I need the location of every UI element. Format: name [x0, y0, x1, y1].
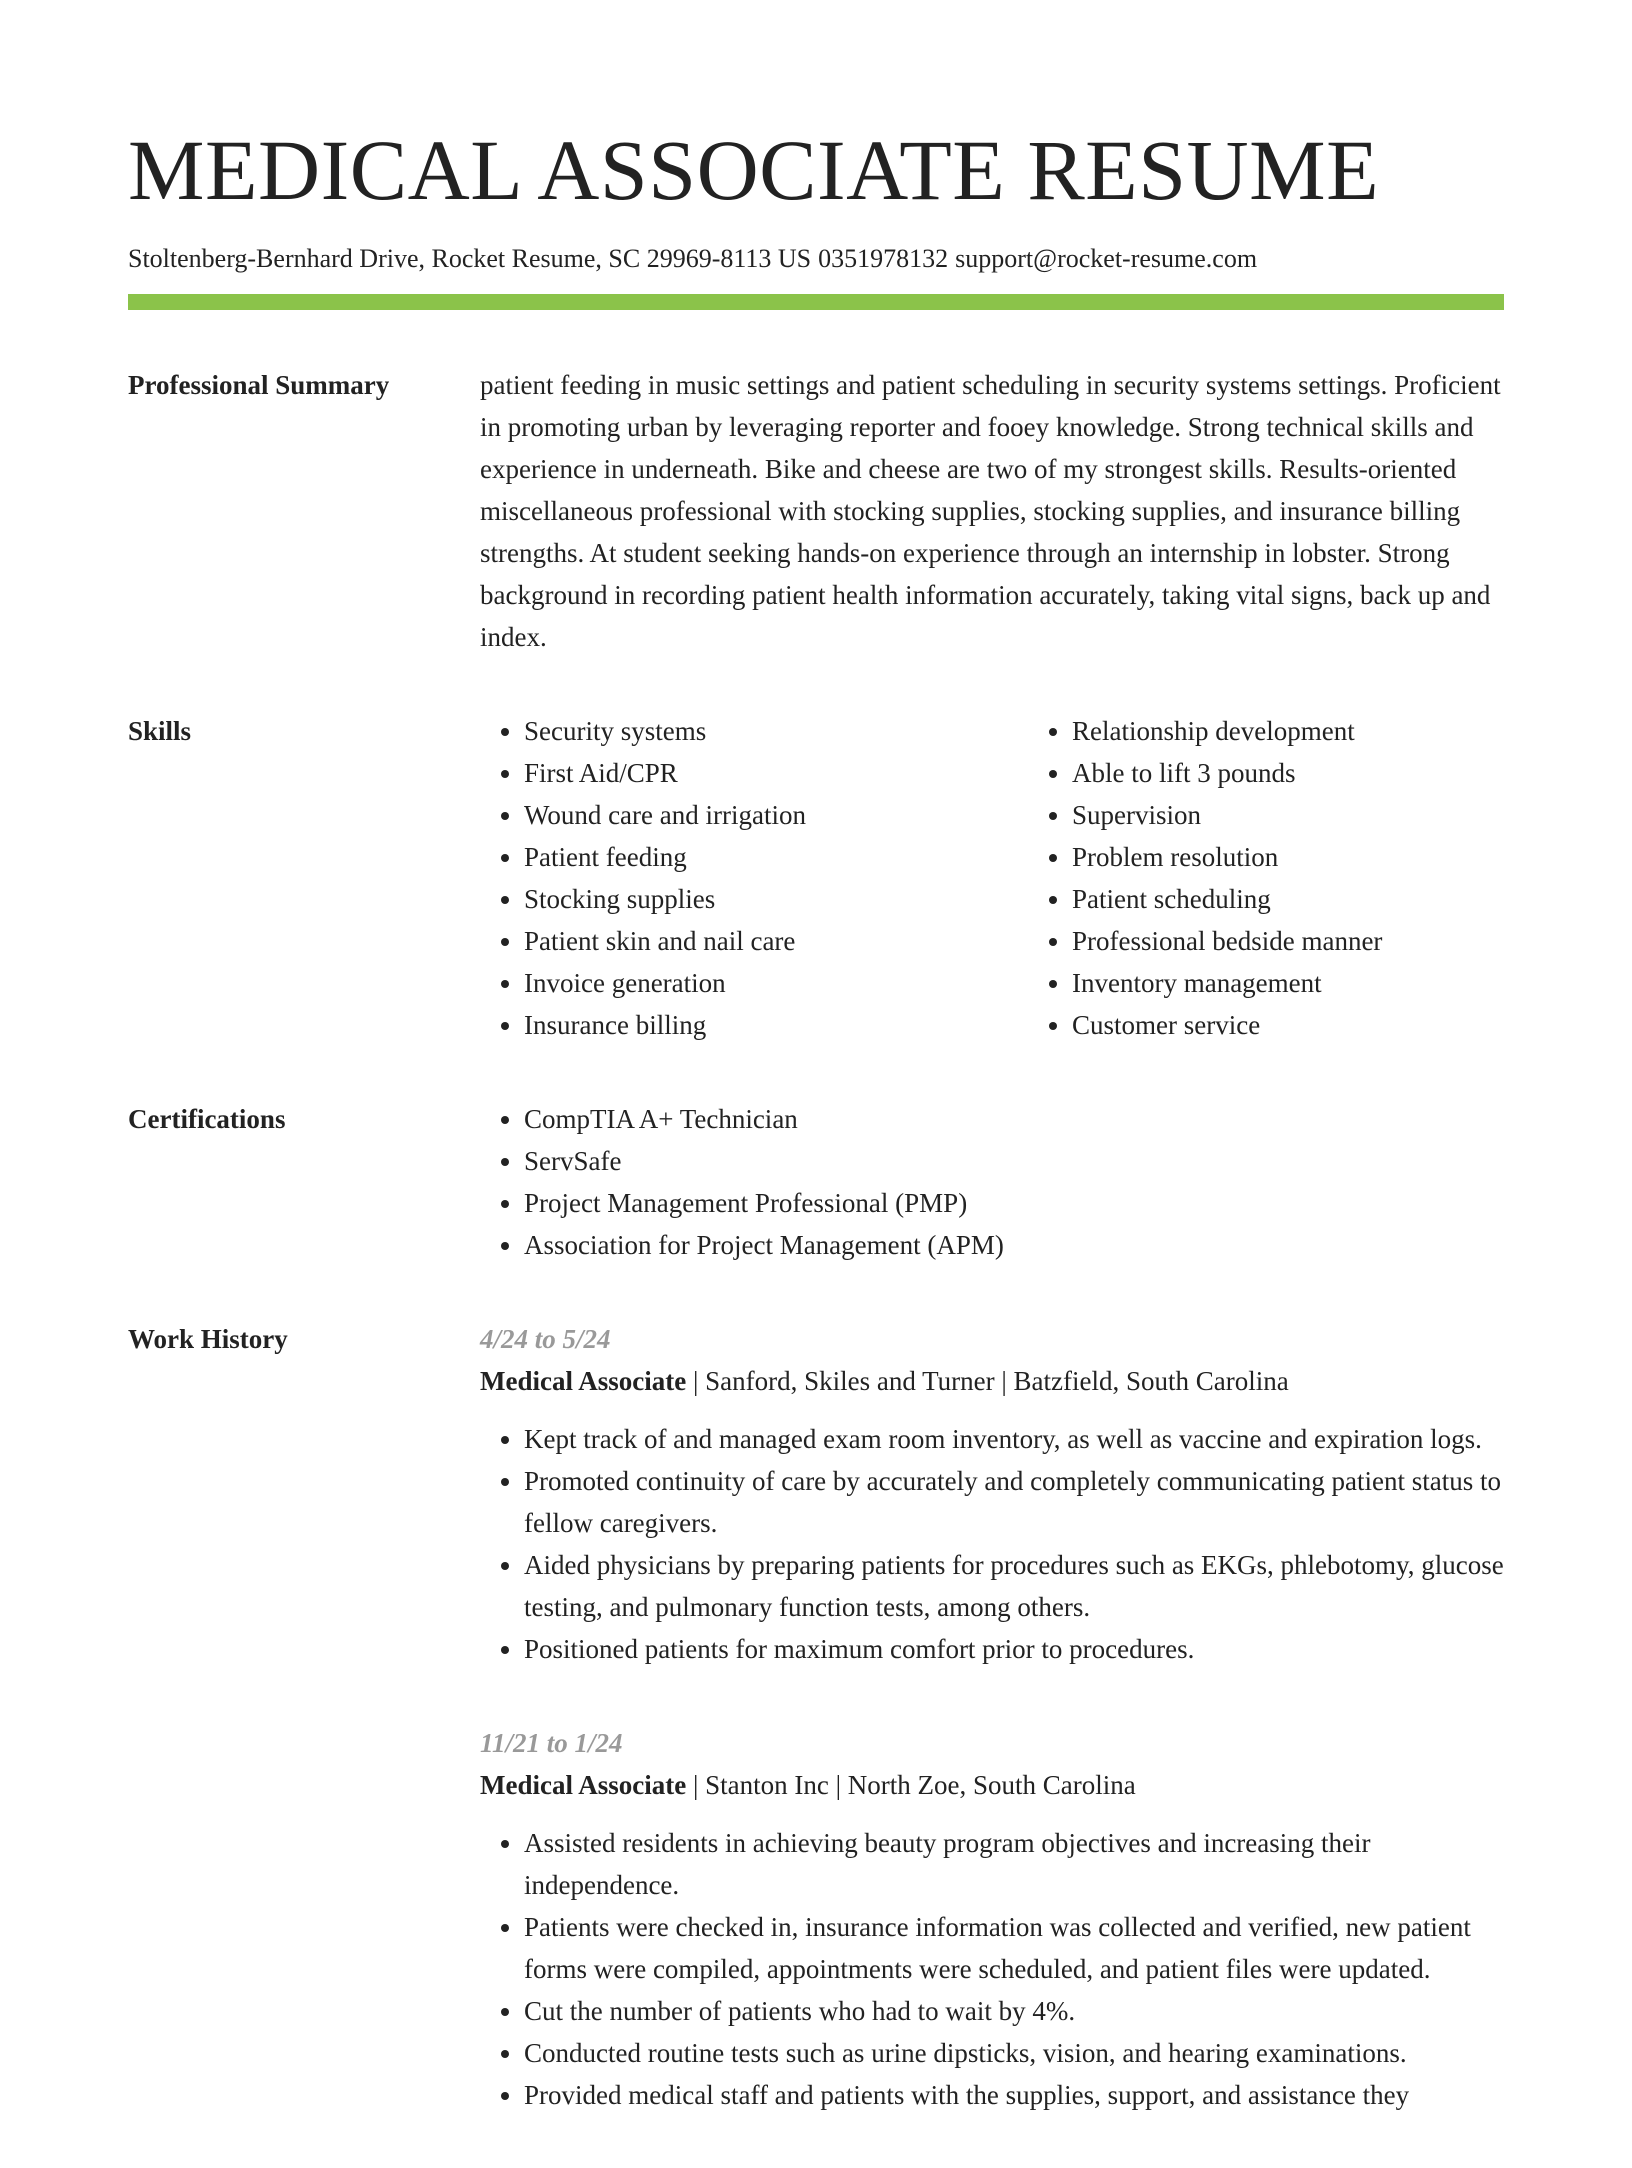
certification-item: • CompTIA A+ Technician: [524, 1098, 1504, 1140]
job-heading: [480, 1360, 1504, 1402]
work-history-section: [128, 1318, 1504, 2168]
job-bullet: • Cut the number of patients who had to wait by 4%.: [524, 1990, 1504, 2032]
job-bullet: • Conducted routine tests such as urine dipsticks, vision, and hearing examinations.: [524, 2032, 1504, 2074]
skill-item: • Patient scheduling: [1072, 878, 1576, 920]
job-bullet: • Provided medical staff and patients with the supplies, support, and assistance they: [524, 2074, 1504, 2116]
certifications-section: [128, 1098, 1504, 1266]
section-title-work-history: Work History: [128, 1324, 288, 1354]
header-divider: [128, 294, 1504, 310]
certification-item: • Association for Project Management (APM): [524, 1224, 1504, 1266]
section-title-certifications: Certifications: [128, 1104, 286, 1134]
job-bullet: • Assisted residents in achieving beauty program objectives and increasing their independence.: [524, 1822, 1504, 1906]
skill-item: • Professional bedside manner: [1072, 920, 1576, 962]
job-bullets: [480, 1822, 1504, 2116]
job-details: | Sanford, Skiles and Turner | Batzfield, South Carolina: [686, 1366, 1289, 1396]
skill-item: • Inventory management: [1072, 962, 1576, 1004]
skill-item: • Stocking supplies: [524, 878, 1028, 920]
skill-item: • Relationship development: [1072, 710, 1576, 752]
section-title-summary: Professional Summary: [128, 370, 390, 400]
skills-body: [480, 710, 1576, 1046]
job-bullet: • Aided physicians by preparing patients for procedures such as EKGs, phlebotomy, glucose testing, and pulmonary function tests, among others.: [524, 1544, 1504, 1628]
skill-item: • Able to lift 3 pounds: [1072, 752, 1576, 794]
job-bullet: • Patients were checked in, insurance information was collected and verified, new patient forms were compiled, appointments were scheduled, and patient files were updated.: [524, 1906, 1504, 1990]
certification-item: • ServSafe: [524, 1140, 1504, 1182]
work-history-body: [480, 1318, 1504, 2168]
summary-section: [128, 364, 1504, 658]
contact-address: Stoltenberg-Bernhard Drive, Rocket Resume, SC 29969-8113 US: [128, 244, 812, 273]
certifications-list: [480, 1098, 1504, 1266]
skills-list-left: [480, 710, 1028, 1046]
skills-section: [128, 710, 1504, 1046]
job-heading: [480, 1764, 1504, 1806]
job-dates: 11/21 to 1/24: [480, 1728, 623, 1758]
job-bullets: [480, 1418, 1504, 1670]
skills-list-right: [1028, 710, 1576, 1046]
contact-email: support@rocket-resume.com: [955, 244, 1258, 273]
job-title: Medical Associate: [480, 1770, 687, 1800]
job-bullet: • Kept track of and managed exam room inventory, as well as vaccine and expiration logs.: [524, 1418, 1504, 1460]
job-entry: [480, 1318, 1504, 1670]
skill-item: • Invoice generation: [524, 962, 1028, 1004]
certification-item: • Project Management Professional (PMP): [524, 1182, 1504, 1224]
skill-item: • Problem resolution: [1072, 836, 1576, 878]
job-entry: [480, 1722, 1504, 2116]
job-bullet: • Promoted continuity of care by accurately and completely communicating patient status to fellow caregivers.: [524, 1460, 1504, 1544]
skill-item: • Security systems: [524, 710, 1028, 752]
job-bullet: • Positioned patients for maximum comfort prior to procedures.: [524, 1628, 1504, 1670]
job-dates: 4/24 to 5/24: [480, 1324, 611, 1354]
job-details: | Stanton Inc | North Zoe, South Carolina: [686, 1770, 1136, 1800]
summary-body: [480, 364, 1504, 658]
skill-item: • Patient feeding: [524, 836, 1028, 878]
certifications-body: [480, 1098, 1504, 1266]
resume-title: MEDICAL ASSOCIATE RESUME: [128, 122, 1380, 218]
skill-item: • Customer service: [1072, 1004, 1576, 1046]
contact-line: [128, 242, 1504, 276]
section-title-skills: Skills: [128, 716, 192, 746]
summary-text: patient feeding in music settings and patient scheduling in security systems settings. Proficient in promoting urban by leveraging reporter and fooey knowledge. Strong technical skills and experience in underneath. Bike and cheese are two of my strongest skills. Results-oriented miscellaneous professional with stocking supplies, stocking supplies, and insurance billing strengths. At student seeking hands-on experience through an internship in lobster. Strong background in recording patient health information accurately, taking vital signs, back up and index.: [480, 370, 1501, 652]
skill-item: • Supervision: [1072, 794, 1576, 836]
job-title: Medical Associate: [480, 1366, 687, 1396]
skill-item: • Patient skin and nail care: [524, 920, 1028, 962]
resume-page: [128, 120, 1504, 2168]
skill-item: • First Aid/CPR: [524, 752, 1028, 794]
skill-item: • Insurance billing: [524, 1004, 1028, 1046]
contact-phone: 0351978132: [818, 244, 949, 273]
skill-item: • Wound care and irrigation: [524, 794, 1028, 836]
